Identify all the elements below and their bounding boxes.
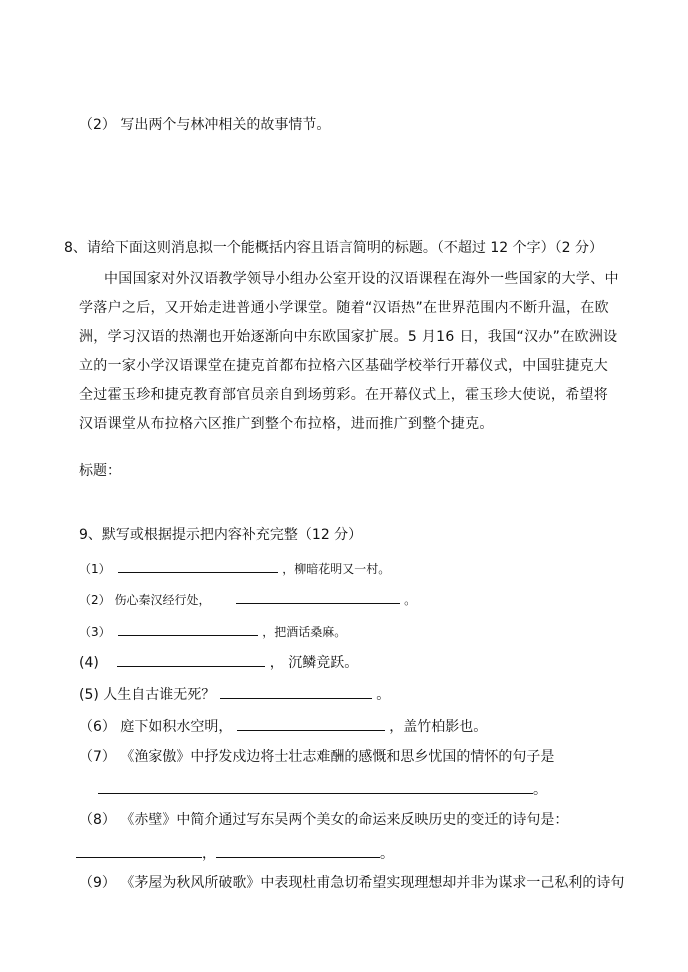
q9-item-9-num: （9） bbox=[79, 875, 116, 891]
q9-item-7-answer-line bbox=[98, 779, 547, 799]
q9-item-2-after: 。 bbox=[404, 593, 417, 607]
q9-item-5-blank[interactable] bbox=[220, 684, 372, 699]
q9-item-6-blank[interactable] bbox=[237, 716, 385, 731]
q9-item-6-before: 庭下如积水空明， bbox=[120, 719, 233, 735]
q9-item-9-text: 《茅屋为秋风所破歌》中表现杜甫急切希望实现理想却并非为谋求一己私利的诗句 bbox=[120, 875, 625, 891]
q9-item-4 bbox=[79, 652, 358, 672]
question-7-part-2: （2） 写出两个与林冲相关的故事情节。 bbox=[79, 117, 331, 133]
q9-item-7 bbox=[79, 748, 554, 766]
q9-item-3-after: ，把酒话桑麻。 bbox=[262, 625, 347, 639]
q9-item-2 bbox=[79, 589, 416, 609]
q9-item-3 bbox=[79, 621, 346, 641]
q9-item-6-num: （6） bbox=[79, 719, 116, 735]
q9-item-4-blank[interactable] bbox=[117, 652, 265, 667]
q9-item-2-before: 伤心秦汉经行处， bbox=[114, 593, 211, 607]
q9-item-3-blank[interactable] bbox=[118, 621, 258, 636]
question-8-title-label: 标题： bbox=[79, 463, 121, 479]
q9-item-8-num: （8） bbox=[79, 812, 116, 828]
q9-item-5-before: 人生自古谁无死？ bbox=[103, 687, 216, 703]
q9-item-3-num: （3） bbox=[79, 625, 111, 639]
q9-item-7-text: 《渔家傲》中抒发戍边将士壮志难酬的感慨和思乡忧国的情怀的句子是 bbox=[120, 749, 555, 765]
q9-item-1-after: ，柳暗花明又一村。 bbox=[282, 562, 391, 576]
q9-item-7-blank-a[interactable] bbox=[98, 779, 303, 794]
question-8-passage: 中国国家对外汉语教学领导小组办公室开设的汉语课程在海外一些国家的大学、中学落户之后，又开始走进普通小学课堂。随着“汉语热”在世界范围内不断升温，在欧洲，学习汉语的热潮也开始逐渐向中东欧国家扩展。5 月16 日，我国“汉办”在欧洲设立的一家小学汉语课堂在捷克首都布拉格六区基础学校举行开幕仪式，中国驻捷克大全过霍玉珍和捷克教育部官员亲自到场剪彩。在开幕仪式上，霍玉珍大使说，希望将汉语课堂从布拉格六区推广到整个布拉格，进而推广到整个捷克。 bbox=[79, 271, 619, 432]
question-9-prompt: 9、默写或根据提示把内容补充完整（12 分） bbox=[79, 527, 363, 543]
q9-item-9 bbox=[79, 874, 624, 892]
q9-item-8 bbox=[79, 811, 568, 829]
q9-item-8-mid: ， bbox=[202, 846, 216, 862]
q9-item-5-after: 。 bbox=[376, 687, 391, 703]
q9-item-7-num: （7） bbox=[79, 749, 116, 765]
q9-item-8-text: 《赤壁》中简介通过写东吴两个美女的命运来反映历史的变迁的诗句是： bbox=[120, 812, 569, 828]
q9-item-1-num: （1） bbox=[79, 562, 111, 576]
q9-item-2-blank[interactable] bbox=[236, 589, 400, 604]
q9-item-5-num: (5) bbox=[79, 687, 99, 703]
q9-item-1-blank[interactable] bbox=[118, 558, 278, 573]
q9-item-2-num: （2） bbox=[79, 593, 111, 607]
q9-item-5 bbox=[79, 684, 390, 704]
q9-item-8-blank-a[interactable] bbox=[76, 843, 202, 858]
q9-item-6 bbox=[79, 716, 487, 736]
q9-item-7-blank-b[interactable] bbox=[303, 779, 533, 794]
q9-item-7-end: 。 bbox=[533, 782, 547, 798]
q9-item-8-answer-line bbox=[76, 843, 394, 863]
q9-item-4-num: (4) bbox=[79, 655, 99, 671]
q9-item-8-end: 。 bbox=[380, 846, 394, 862]
question-8-prompt: 8、请给下面这则消息拟一个能概括内容且语言简明的标题。（不超过 12 个字）（2 分） bbox=[64, 240, 603, 256]
q9-item-4-after: ， 沉鳞竞跃。 bbox=[269, 655, 359, 671]
q9-item-8-blank-b[interactable] bbox=[216, 843, 380, 858]
q9-item-1 bbox=[79, 558, 390, 578]
q9-item-6-after: ，盖竹柏影也。 bbox=[389, 719, 488, 735]
